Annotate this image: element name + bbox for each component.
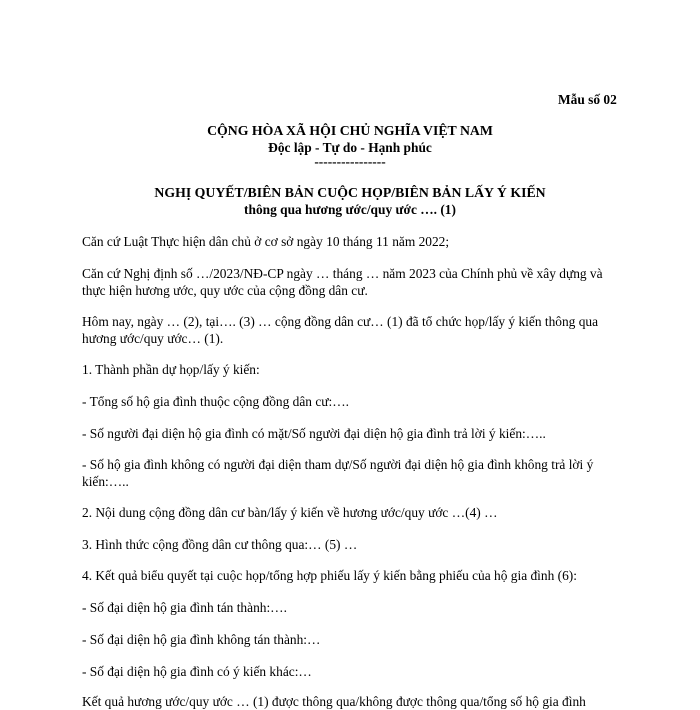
section1-item3-line1: - Số hộ gia đình không có người đại diện tham dự/Số người đại diện hộ gia đình không trả lời ý (82, 457, 594, 472)
section4-item1: - Số đại diện hộ gia đình tán thành:…. (82, 600, 287, 615)
legal-basis-2-line2: thực hiện hương ước, quy ước của cộng đồng dân cư. (82, 283, 368, 298)
section4-title: 4. Kết quả biểu quyết tại cuộc họp/tổng hợp phiếu lấy ý kiến bằng phiếu của hộ gia đình (6): (82, 568, 577, 583)
document-title: NGHỊ QUYẾT/BIÊN BẢN CUỘC HỌP/BIÊN BẢN LẤY Ý KIẾN (154, 185, 546, 200)
section1-item3-line2: kiến:….. (82, 474, 129, 489)
document-subtitle: thông qua hương ước/quy ước …. (1) (244, 202, 456, 217)
intro-line1: Hôm nay, ngày … (2), tại…. (3) … cộng đồng dân cư… (1) đã tổ chức họp/lấy ý kiến thông qua (82, 314, 599, 329)
section2: 2. Nội dung cộng đồng dân cư bàn/lấy ý kiến về hương ước/quy ước …(4) … (82, 505, 498, 520)
legal-basis-1: Căn cứ Luật Thực hiện dân chủ ở cơ sở ngày 10 tháng 11 năm 2022; (82, 234, 450, 249)
legal-basis-2-line1: Căn cứ Nghị định số …/2023/NĐ-CP ngày … tháng … năm 2023 của Chính phủ về xây dựng và (82, 266, 603, 281)
intro-line2: hương ước/quy ước… (1). (82, 331, 224, 346)
section3: 3. Hình thức cộng đồng dân cư thông qua:… (5) … (82, 537, 358, 552)
cutoff-line: Kết quả hương ước/quy ước … (1) được thông qua/không được thông qua/tổng số hộ gia đình (82, 694, 586, 709)
section1-item1: - Tổng số hộ gia đình thuộc cộng đồng dân cư:…. (82, 394, 349, 409)
section4-item2: - Số đại diện hộ gia đình không tán thành:… (82, 632, 321, 647)
header-divider: ---------------- (314, 154, 386, 169)
section1-title: 1. Thành phần dự họp/lấy ý kiến: (82, 362, 260, 377)
country-name: CỘNG HÒA XÃ HỘI CHỦ NGHĨA VIỆT NAM (207, 123, 493, 138)
section4-item3: - Số đại diện hộ gia đình có ý kiến khác:… (82, 664, 312, 679)
national-motto: Độc lập - Tự do - Hạnh phúc (268, 140, 432, 155)
form-number: Mẫu số 02 (558, 92, 617, 107)
section1-item2: - Số người đại diện hộ gia đình có mặt/Số người đại diện hộ gia đình trả lời ý kiến:….. (82, 426, 546, 441)
